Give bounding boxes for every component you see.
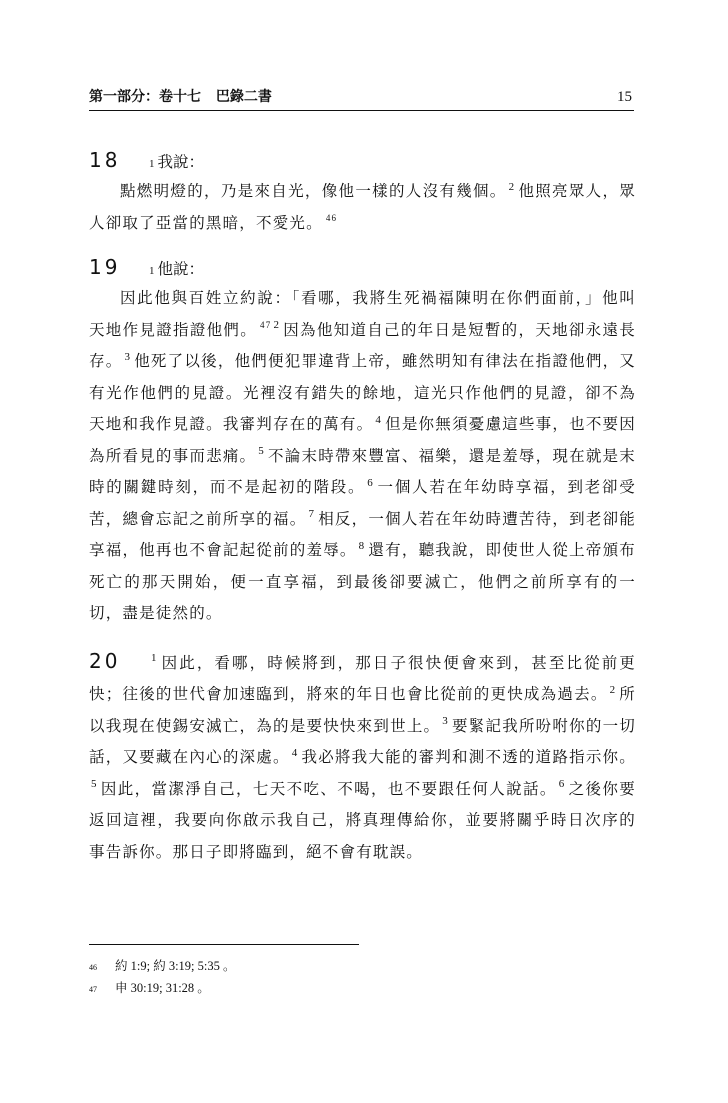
chapter-heading: 18 1 我說： [89, 148, 205, 172]
header-part: 第一部分：卷十七 [89, 89, 201, 105]
verse-number: 6 [558, 778, 566, 791]
chapter-section [89, 646, 636, 869]
verse-text: 因為他知道自己的年日是短暫的，天地卻永遠長存。 [89, 320, 636, 370]
verse-text: 我必將我大能的審判和測不透的道路指示你。 [301, 748, 636, 766]
page-body [89, 148, 636, 884]
chapter-section [89, 255, 636, 630]
footnotes [89, 956, 236, 1000]
chapter-number: 20 [89, 648, 121, 673]
verse-number: 1 [151, 652, 158, 665]
header-rule [89, 110, 634, 111]
verse-number: 3 [442, 715, 449, 728]
footnote-ref: 46 [325, 213, 338, 224]
verse-text: 因此他與百姓立約說：「看哪，我將生死禍福陳明在你們面前，」他叫天地作見證指證他們。 [89, 289, 636, 339]
header-book: 巴錄二書 [215, 89, 272, 105]
footnote-rule [89, 944, 359, 945]
footnote-mark: 47 [89, 985, 97, 994]
verse-number: 2 [609, 683, 617, 696]
verse-text: 一個人若在年幼時享福，到老卻受苦，總會忘記之前所享的福。 [89, 478, 636, 528]
page-number: 15 [617, 89, 632, 105]
verse-number: 8 [358, 539, 366, 552]
verse-text: 不論末時帶來豐富、福樂，還是羞辱，現在就是末時的關鍵時刻，而不是起初的階段。 [89, 446, 636, 496]
verse-text: 點燃明燈的，乃是來自光，像他一樣的人沒有幾個。 [120, 182, 507, 200]
verse-number: 7 [308, 508, 316, 521]
verse-text: 因此，看哪，時候將到，那日子很快便會來到，甚至比從前更快；往後的世代會加速臨到，將來的年日也會比從前的更快成為過去。 [89, 653, 636, 703]
chapter-number: 19 [89, 255, 121, 279]
verse-text: 他說： [157, 260, 205, 278]
verse-text: 他照亮眾人，眾人卻取了亞當的黑暗，不愛光。 [89, 182, 636, 232]
footnote-mark: 46 [89, 963, 97, 972]
verse-number: 5 [91, 778, 98, 791]
verse-number: 4 [291, 746, 299, 759]
verse-text: 要緊記我所吩咐你的一切話，又要藏在內心的深處。 [89, 716, 637, 766]
verse-number: 5 [258, 445, 265, 458]
chapter-section [89, 148, 636, 239]
footnote [89, 978, 236, 1000]
running-header [89, 86, 632, 106]
verse-text: 但是你無須憂慮這些事，也不要因為所看見的事而悲痛。 [89, 415, 636, 465]
verse-paragraph [89, 646, 636, 869]
verse-number: 3 [124, 350, 132, 363]
footnote-ref: 47 [260, 320, 272, 331]
verse-text: 因此，當潔淨自己，七天不吃、不喝，也不要跟任何人說話。 [100, 779, 557, 798]
verse-number: 4 [375, 413, 383, 426]
verse-paragraph [89, 283, 636, 630]
verse-text: 相反，一個人若在年幼時遭苦待，到老卻能享福，他再也不會記起從前的羞辱。 [89, 509, 636, 559]
verse-number: 2 [508, 180, 516, 193]
verse-text: 我說： [157, 153, 205, 171]
verse-text: 所以我現在使錫安滅亡，為的是要快快來到世上。 [89, 685, 637, 735]
chapter-heading: 19 1 他說： [89, 255, 205, 279]
footnote [89, 956, 236, 978]
footnote-text: 申 30:19; 31:28 。 [115, 981, 210, 995]
header-left [89, 86, 282, 106]
footnote-text: 約 1:9; 約 3:19; 5:35 。 [115, 959, 236, 973]
verse-text: 之後你要返回這裡，我要向你啟示我自己，將真理傳給你，並要將關乎時日次序的事告訴你。那日子即將臨到，絕不會有耽誤。 [89, 779, 636, 861]
verse-number: 2 [273, 319, 281, 332]
chapter-number: 18 [89, 148, 121, 172]
verse-number: 6 [367, 476, 374, 489]
verse-text: 還有，聽我說，即使世人從上帝頒布死亡的那天開始，便一直享福，到最後卻要滅亡，他們之前所享有的一切，盡是徒然的。 [89, 541, 637, 622]
verse-paragraph [89, 176, 636, 239]
verse-text: 他死了以後，他們便犯罪違背上帝，雖然明知有律法在指證他們，又有光作他們的見證。光裡沒有錯失的餘地，這光只作他們的見證，卻不為天地和我作見證。我審判存在的萬有。 [89, 352, 636, 433]
